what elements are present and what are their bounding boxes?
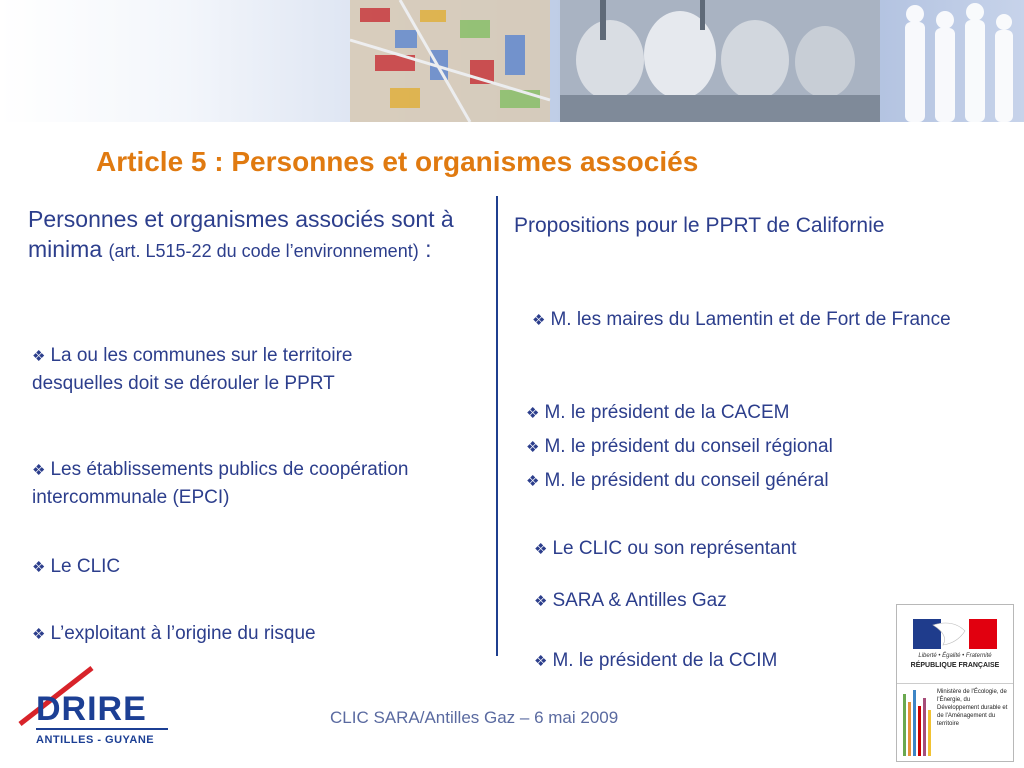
list-item-text: SARA & Antilles Gaz xyxy=(552,590,727,611)
marianne-icon xyxy=(913,619,997,649)
bullet-diamond-icon: ❖ xyxy=(32,462,46,479)
bullet-diamond-icon: ❖ xyxy=(534,593,548,610)
right-item-regional xyxy=(526,433,833,461)
banner-artwork xyxy=(0,0,1024,122)
left-item-exploitant xyxy=(32,620,316,648)
ministry-name: Ministère de l'Écologie, de l'Énergie, du Développement durable et de l'Aménagement du territoire xyxy=(937,689,1008,727)
drire-underline xyxy=(36,728,168,730)
bullet-diamond-icon: ❖ xyxy=(534,541,548,558)
right-item-ccim xyxy=(534,647,777,675)
list-item-text: Le CLIC xyxy=(50,556,121,577)
list-item-text: M. le président du conseil général xyxy=(544,470,829,491)
drire-region: ANTILLES - GUYANE xyxy=(36,734,155,746)
bullet-diamond-icon: ❖ xyxy=(526,405,540,422)
left-heading xyxy=(28,204,468,266)
bullet-diamond-icon: ❖ xyxy=(532,312,546,329)
header-banner xyxy=(0,0,1024,122)
bullet-diamond-icon: ❖ xyxy=(534,653,548,670)
government-logo xyxy=(896,604,1014,762)
ministry-stripes-icon xyxy=(899,686,937,760)
bullet-diamond-icon: ❖ xyxy=(32,348,46,365)
bullet-diamond-icon: ❖ xyxy=(526,473,540,490)
bullet-diamond-icon: ❖ xyxy=(526,439,540,456)
bullet-diamond-icon: ❖ xyxy=(32,559,46,576)
slide-title: Article 5 : Personnes et organismes associés xyxy=(96,146,699,177)
left-heading-ref: (art. L515-22 du code l’environnement) xyxy=(108,241,419,261)
footer-text: CLIC SARA/Antilles Gaz – 6 mai 2009 xyxy=(330,708,619,727)
list-item-text: L’exploitant à l’origine du risque xyxy=(50,623,316,644)
republic-motto: Liberté • Égalité • Fraternité xyxy=(918,653,992,659)
right-item-general xyxy=(526,467,829,495)
list-item-text: M. les maires du Lamentin et de Fort de France xyxy=(550,309,951,330)
ministry-logo xyxy=(897,684,1013,761)
right-heading: Propositions pour le PPRT de Californie xyxy=(514,214,885,237)
list-item-text: M. le président de la CCIM xyxy=(552,650,778,671)
right-item-sara xyxy=(534,587,727,615)
left-heading-main: Personnes et organismes associés sont à minima xyxy=(28,206,454,262)
list-item-text: M. le président de la CACEM xyxy=(544,402,790,423)
republic-name: RÉPUBLIQUE FRANÇAISE xyxy=(910,662,1000,669)
marianne-logo xyxy=(897,605,1013,684)
left-heading-colon: : xyxy=(418,236,432,262)
drire-name: DRIRE xyxy=(36,690,147,728)
right-item-maires xyxy=(532,306,1002,334)
column-divider xyxy=(496,196,498,656)
list-item-text: Les établissements publics de coopération intercommunale (EPCI) xyxy=(32,459,409,508)
right-item-cacem xyxy=(526,399,789,427)
left-item-clic xyxy=(32,553,120,581)
list-item-text: Le CLIC ou son représentant xyxy=(552,538,797,559)
drire-logo xyxy=(14,666,164,750)
list-item-text: M. le président du conseil régional xyxy=(544,436,833,457)
list-item-text: La ou les communes sur le territoire desquelles doit se dérouler le PPRT xyxy=(32,345,353,394)
bullet-diamond-icon: ❖ xyxy=(32,626,46,643)
right-item-clic xyxy=(534,535,796,563)
left-item-epci xyxy=(32,456,452,511)
left-item-communes xyxy=(32,342,432,397)
